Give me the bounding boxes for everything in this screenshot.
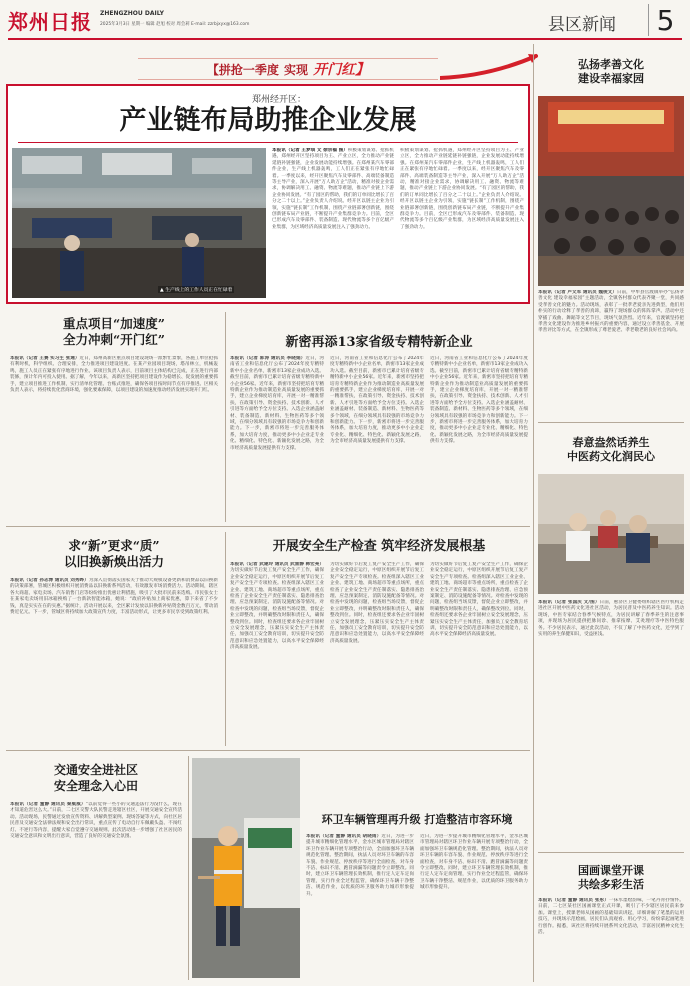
newspaper-logo: 郑州日报: [8, 10, 92, 34]
banner-text-mid: 实现: [284, 63, 309, 77]
story-specialized-title: 新密再添13家省级专精特新企业: [285, 335, 473, 350]
story-tradein-title: 求“新”更求“质”: [68, 538, 160, 553]
story-traffic-subtitle: 安全理念入心田: [53, 779, 138, 793]
story-filial: [538, 44, 684, 420]
story-sanitation-col-1: 本报讯（记者 董静 通讯员 胡晓雨）近日，为进一步提升城市精细化管理水平，金水区城市管理局对辖区环卫作业车辆开展专项整治行动，全面加强环卫车辆规范化管理。整治期间，执法人员对环卫车辆的车容车貌、作业规范、停放秩序等进行全面检查，对车身不洁、标识不清、跑冒滴漏等问题责令立即整改。同时，建立环卫车辆管理长效机制，推行定人定车定岗管理，实行作业全过程监管，确保环卫车辆干净整洁、规范作业，以优质的环卫服务助力城市形象提升。: [306, 834, 414, 897]
lead-story: [6, 84, 530, 304]
clinic-scene-graphic: [538, 474, 684, 594]
masthead: [8, 4, 682, 40]
lead-body-col-2: 积极策划谋划、抢抓机遇，郑州经开区坚持项目为王、产业立区，全力推动产业链延链补链强链，企业发展动能持续增强。在郑州某汽车零部件企业，生产线上机器轰鸣，工人们正在紧张有序地忙碌着。一季度以来，经开区聚焦汽车及零部件、高端装备制造等主导产业，深入开展“万人助万企”活动，精准对接企业需求，协调解决用工、融资、物流等难题，推动产业链上下游企业协同发展。“有了园区的帮助，我们的订单同比增长了百分之二十以上。”企业负责人介绍说。经开区以链主企业为引领，实施“链长制”工作机制，围绕产业链部署创新链，围绕创新链布局产业链，不断提升产业集群竞争力。目前，全区已形成汽车及零部件、装备制造、现代物流等多个百亿级产业集群，为区域经济高质量发展注入了强劲动力。: [400, 148, 524, 230]
story-tcm-subtitle: 中医药文化润民心: [567, 450, 655, 463]
story-filial-title: 弘扬孝善文化: [578, 58, 644, 71]
story-filial-subtitle: 建设幸福家园: [578, 72, 644, 85]
story-safety-col-3: 为切实做好节后复工复产安全生产工作，确保企业安全稳定运行，中原区组织开展节后复工复产安全生产专项检查。检查组深入辖区工业企业、建筑工地、商场超市等重点场所，重点检查了企业安全生产责任制落实、隐患排查治理、应急预案制定、消防设施配备等情况。对检查中发现的问题，检查组当场反馈，督促企业立即整改，并明确整改时限和责任人，确保整改到位。同时，检查组还要求各企业牢固树立安全发展理念，压紧压实安全生产主体责任，加强员工安全教育培训，切实提升安全防范意识和应急处置能力，以高水平安全保障经济高质量发展。: [430, 562, 528, 638]
dateline: 2025年3月3日 星期一 编辑 赵旭 校对 周会莉 E-mail: zzrbjxyx@163.com: [100, 22, 250, 27]
story-projects-title: 重点项目“加速度”: [63, 316, 165, 331]
story-specialized-col-3: 近日，河南省工业和信息化厅公布了2024年度专精特新中小企业名单，新密市13家企业成功入选。截至目前，新密市已累计培育省级专精特新中小企业56家。近年来，新密市坚持把培育专精特新企业作为推动制造业高质量发展的重要抓手，建立企业梯度培育库，开展一对一精准帮扶，在政策引导、资金扶持、技术创新、人才引进等方面给予全方位支持。入选企业涵盖耐材、装备制造、新材料、生物医药等多个领域，在细分领域具有较强的市场竞争力和创新能力。下一步，新密市将进一步完善服务体系，加大培育力度，推动更多中小企业走专业化、精细化、特色化、新颖化发展之路，为全市经济高质量发展提供有力支撑。: [430, 356, 528, 445]
story-projects-body: 本报讯（记者 王赛 实习生 张通）近日，郑州高新区重点项目建设现场一派繁忙景象，各施工单位抢抓有利时机，科学组织、合理安排，全力推进项目建设进度。在某产业园项目现场，塔吊林立，机械轰鸣，施工人员正在紧张有序地进行作业。该项目负责人表示，目前项目主体结构已完成，正在进行内部装修，预计年内可投入使用。据了解，今年以来，高新区坚持把项目建设作为稳增长、促发展的重要抓手，建立项目推进工作机制，实行清单化管理、台账式推进，确保各项目按时间节点有序推进。区相关负责人表示，将持续优化营商环境，强化要素保障，以项目建设的加速度推动经济发展实现开门红。: [10, 356, 218, 394]
story-safety-col-1: 本报讯（记者 武建玲 通讯员 武雷静 韩宏亮）为切实做好节后复工复产安全生产工作，确保企业安全稳定运行，中原区组织开展节后复工复产安全生产专项检查。检查组深入辖区工业企业、建筑工地、商场超市等重点场所，重点检查了企业安全生产责任制落实、隐患排查治理、应急预案制定、消防设施配备等情况。对检查中发现的问题，检查组当场反馈，督促企业立即整改，并明确整改时限和责任人，确保整改到位。同时，检查组还要求各企业牢固树立安全发展理念，压紧压实安全生产主体责任，加强员工安全教育培训，切实提升安全防范意识和应急处置能力，以高水平安全保障经济高质量发展。: [230, 562, 324, 651]
story-painting-body: 本报讯（记者 董静 通讯员 张彤）一抹水墨绘韵味，一笔丹青抒情怀。日前，二七区某社区国画课堂正式开课，吸引了不少辖区居民前来参加。课堂上，授课老师从国画的基础知识讲起，详细讲解了笔墨的运用技巧，并现场示范绘画，居民们认真观看、用心学习，纷纷拿起画笔进行创作。据悉，该社区将持续开展系列文化活动，丰富居民精神文化生活。: [538, 898, 684, 936]
story-painting-subtitle: 共绘多彩生活: [578, 878, 644, 891]
story-filial-body: 本报讯（记者 卢文军 通讯员 魏俊文）日前，中牟县官渡镇举办“弘扬孝善文化 建设幸福家园”主题活动，全镇各村群众代表齐聚一堂，共同感受孝善文化的魅力。活动现场，表彰了一批孝老爱亲先进典型，他们用朴实的行动诠释了孝善的真谛，赢得了现场群众的阵阵掌声。活动中还穿插了戏曲、舞蹈等文艺节目，现场气氛热烈。近年来，官渡镇坚持把孝善文化建设作为推进乡村振兴的重要内容，通过设立孝善基金、开展孝善评比等方式，在全镇形成了尊老爱老、孝老敬老的良好社会风尚。: [538, 290, 684, 334]
story-sanitation-title: 环卫车辆管理再升级 打造整洁市容环境: [321, 813, 513, 826]
lead-body-col-1: 本报讯（记者 王梦琪 文 徐宗福 图）积极策划谋划、抢抓机遇，郑州经开区坚持项目为王、产业立区，全力推动产业链延链补链强链，企业发展动能持续增强。在郑州某汽车零部件企业，生产线上机器轰鸣，工人们正在紧张有序地忙碌着。一季度以来，经开区聚焦汽车及零部件、高端装备制造等主导产业，深入开展“万人助万企”活动，精准对接企业需求，协调解决用工、融资、物流等难题，推动产业链上下游企业协同发展。“有了园区的帮助，我们的订单同比增长了百分之二十以上。”企业负责人介绍说。经开区以链主企业为引领，实施“链长制”工作机制，围绕产业链部署创新链，围绕创新链布局产业链，不断提升产业集群竞争力。目前，全区已形成汽车及零部件、装备制造、现代物流等多个百亿级产业集群，为区域经济高质量发展注入了强劲动力。: [272, 148, 394, 230]
banner-text-right: 开门红】: [313, 62, 370, 78]
story-painting: [538, 858, 684, 982]
story-tcm-photo: [538, 474, 684, 594]
story-specialized: [228, 310, 530, 524]
story-projects-subtitle: 全力冲刺“开门红”: [63, 332, 165, 347]
newspaper-pinyin: ZHENGZHOU DAILY: [100, 10, 164, 17]
page-number: 5: [648, 4, 682, 36]
story-sanitation-photo: [192, 758, 300, 978]
camera-icon: ▲: [160, 288, 164, 293]
lead-photo-caption: ▲ 生产线上的工作人员正在忙碌着: [160, 288, 233, 293]
stage-crowd-graphic: [538, 96, 684, 286]
story-safety: [228, 530, 530, 748]
story-safety-title: 开展安全生产检查 筑牢经济发展根基: [272, 539, 486, 554]
story-traffic-title: 交通安全进社区: [53, 763, 138, 777]
lead-kicker: 郑州经开区：: [252, 95, 307, 105]
story-projects: [6, 310, 222, 524]
banner-swoosh-graphic: [440, 52, 540, 82]
story-tradein-subtitle: 以旧换新焕出活力: [63, 554, 164, 569]
story-safety-col-2: 为切实做好节后复工复产安全生产工作，确保企业安全稳定运行，中原区组织开展节后复工复产安全生产专项检查。检查组深入辖区工业企业、建筑工地、商场超市等重点场所，重点检查了企业安全生产责任制落实、隐患排查治理、应急预案制定、消防设施配备等情况。对检查中发现的问题，检查组当场反馈，督促企业立即整改，并明确整改时限和责任人，确保整改到位。同时，检查组还要求各企业牢固树立安全发展理念，压紧压实安全生产主体责任，加强员工安全教育培训，切实提升安全防范意识和应急处置能力，以高水平安全保障经济高质量发展。: [330, 562, 424, 644]
story-tradein-body: 本报讯（记者 孙志博 通讯员 刘秀晔）为深入贯彻落实国家关于推动大规模设备更新和消费品以旧换新的决策部署，管城区积极组织开展消费品以旧换新系列活动，有效激发市场消费活力。活动期间，辖区各大商超、家电卖场、汽车销售门店等纷纷推出优惠让利措施，吸引了大批市民前来选购。市民张女士在某家电卖场用旧冰箱换购了一台新款智能冰箱，她说：“政府补贴加上商家优惠，算下来省了不少钱，真是实实在在的实惠。”据统计，活动开展以来，全区累计发放以旧换新补贴资金数百万元，带动消费近亿元。下一步，管城区将持续加大政策宣传力度，丰富活动形式，让更多市民享受到政策红利。: [10, 578, 218, 616]
lead-photo: [12, 148, 266, 298]
story-sanitation-col-2: 近日，为进一步提升城市精细化管理水平，金水区城市管理局对辖区环卫作业车辆开展专项整治行动，全面加强环卫车辆规范化管理。整治期间，执法人员对环卫车辆的车容车貌、作业规范、停放秩序等进行全面检查，对车身不洁、标识不清、跑冒滴漏等问题责令立即整改。同时，建立环卫车辆管理长效机制，推行定人定车定岗管理，实行作业全过程监管，确保环卫车辆干净整洁、规范作业，以优质的环卫服务助力城市形象提升。: [420, 834, 528, 891]
banner-text-left: 【拼抢一季度: [206, 63, 279, 77]
story-specialized-col-1: 本报讯（记者 郭涛 通讯员 李晓娟）近日，河南省工业和信息化厅公布了2024年度专精特新中小企业名单，新密市13家企业成功入选。截至目前，新密市已累计培育省级专精特新中小企业56家。近年来，新密市坚持把培育专精特新企业作为推动制造业高质量发展的重要抓手，建立企业梯度培育库，开展一对一精准帮扶，在政策引导、资金扶持、技术创新、人才引进等方面给予全方位支持。入选企业涵盖耐材、装备制造、新材料、生物医药等多个领域，在细分领域具有较强的市场竞争力和创新能力。下一步，新密市将进一步完善服务体系，加大培育力度，推动更多中小企业走专业化、精细化、特色化、新颖化发展之路，为全市经济高质量发展提供有力支撑。: [230, 356, 324, 451]
lead-headline: 产业链布局助推企业发展: [119, 105, 417, 136]
section-name: 县区新闻: [548, 15, 616, 35]
story-tcm-title: 春意盎然话养生: [572, 436, 650, 449]
story-sanitation: [192, 754, 530, 982]
story-traffic-body: 本报讯（记者 董静 通讯员 秦威威）“以前觉得一些小的交通违法行为没什么，现在才知道危害这么大。”日前，二七区交警大队民警走进辖区社区，开展交通安全宣传活动。活动现场，民警通过发放宣传资料、讲解典型案例、现场答疑等方式，向社区居民普及交通安全法律法规和安全出行常识，重点宣传了电动自行车佩戴头盔、不闯红灯、不逆行等内容，提醒大家自觉遵守交通规则。此次活动进一步增强了社区居民的交通安全意识和文明出行意识，营造了良好的交通安全氛围。: [10, 802, 182, 840]
story-tcm: [538, 428, 684, 848]
story-tradein: [6, 530, 222, 748]
story-painting-title: 国画课堂开课: [578, 864, 644, 877]
sanitation-worker-graphic: [192, 758, 300, 978]
story-specialized-col-2: 近日，河南省工业和信息化厅公布了2024年度专精特新中小企业名单，新密市13家企业成功入选。截至目前，新密市已累计培育省级专精特新中小企业56家。近年来，新密市坚持把培育专精特新企业作为推动制造业高质量发展的重要抓手，建立企业梯度培育库，开展一对一精准帮扶，在政策引导、资金扶持、技术创新、人才引进等方面给予全方位支持。入选企业涵盖耐材、装备制造、新材料、生物医药等多个领域，在细分领域具有较强的市场竞争力和创新能力。下一步，新密市将进一步完善服务体系，加大培育力度，推动更多中小企业走专业化、精细化、特色化、新颖化发展之路，为全市经济高质量发展提供有力支撑。: [330, 356, 424, 445]
story-tcm-body: 本报讯（记者 张国庆 文/图）日前，惠济区卫健委组织辖区医疗机构走进社区开展中医药文化进社区活动，为居民普及中医药养生知识。活动现场，中医专家结合春季气候特点，为居民讲解了春季养生的注意事项，并现场为居民提供把脉问诊、推拿按摩、艾灸理疗等中医特色服务。不少居民表示，通过此次活动，不仅了解了中医药文化，还学到了实用的养生保健知识，受益匪浅。: [538, 600, 684, 638]
story-filial-photo: [538, 96, 684, 286]
story-traffic: [6, 754, 186, 982]
banner: [138, 58, 438, 80]
factory-scene-graphic: [12, 148, 266, 298]
